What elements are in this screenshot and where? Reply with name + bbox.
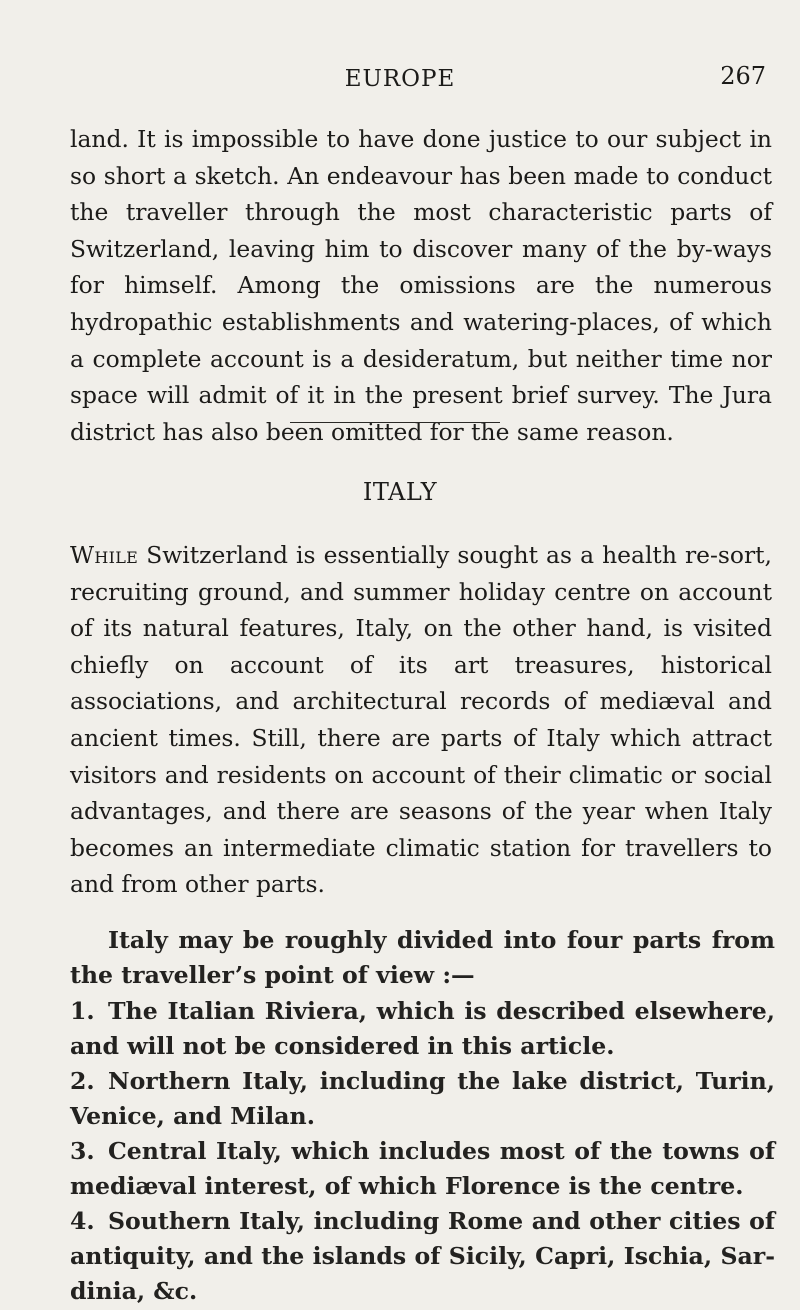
section-divider-rule [290, 422, 500, 423]
list-item-number: 4. [70, 1207, 95, 1235]
list-item-text: Southern Italy, including Rome and other cities of antiquity, and the islands of Sicily, Capri, Ischia, Sar-dinia, &c. [70, 1207, 775, 1306]
italy-intro-lead-word: While [70, 541, 139, 569]
running-title: EUROPE [344, 66, 456, 92]
list-item [70, 1204, 775, 1310]
list-item [70, 1064, 775, 1134]
list-item-text: Central Italy, which includes most of the towns of mediæval interest, of which Florence is the centre. [70, 1137, 775, 1201]
switzerland-closing-paragraph: land. It is impossible to have done justice to our subject in so short a sketch. An endeavour has been made to conduct the traveller through the most characteristic parts of Switzerland, leaving him to discover many of the by-ways for himself. Among the omissions are the numerous hydropathic establishments and watering-places, of which a complete account is a desideratum, but neither time nor space will admit of it in the present brief survey. The Jura district has also been omitted for the same reason. [70, 125, 772, 446]
list-item [70, 1134, 775, 1204]
italy-intro-paragraph [70, 537, 772, 903]
list-item-number: 2. [70, 1067, 95, 1095]
italy-division-paragraph [70, 923, 775, 993]
italy-division-text: Italy may be roughly divided into four parts from the traveller’s point of view :— [70, 926, 775, 990]
list-item-number: 3. [70, 1137, 95, 1165]
list-item [70, 994, 775, 1064]
list-item-text: Northern Italy, including the lake district, Turin, Venice, and Milan. [70, 1067, 775, 1131]
running-head [0, 62, 800, 102]
italy-intro-text: Switzerland is essentially sought as a health re-sort, recruiting ground, and summer holiday centre on account of its natural features, Italy, on the other hand, is visited chiefly on account of its art treasures, historical associations, and architectural records of mediæval and ancient times. Still, there are parts of Italy which attract visitors and residents on account of their climatic or social advantages, and there are seasons of the year when Italy becomes an intermediate climatic station for travellers to and from other parts. [70, 541, 772, 899]
section-heading-italy: ITALY [362, 478, 438, 506]
list-item-number: 1. [70, 997, 95, 1025]
page-number: 267 [720, 62, 766, 90]
list-item-text: The Italian Riviera, which is described elsewhere, and will not be considered in this article. [70, 997, 775, 1061]
